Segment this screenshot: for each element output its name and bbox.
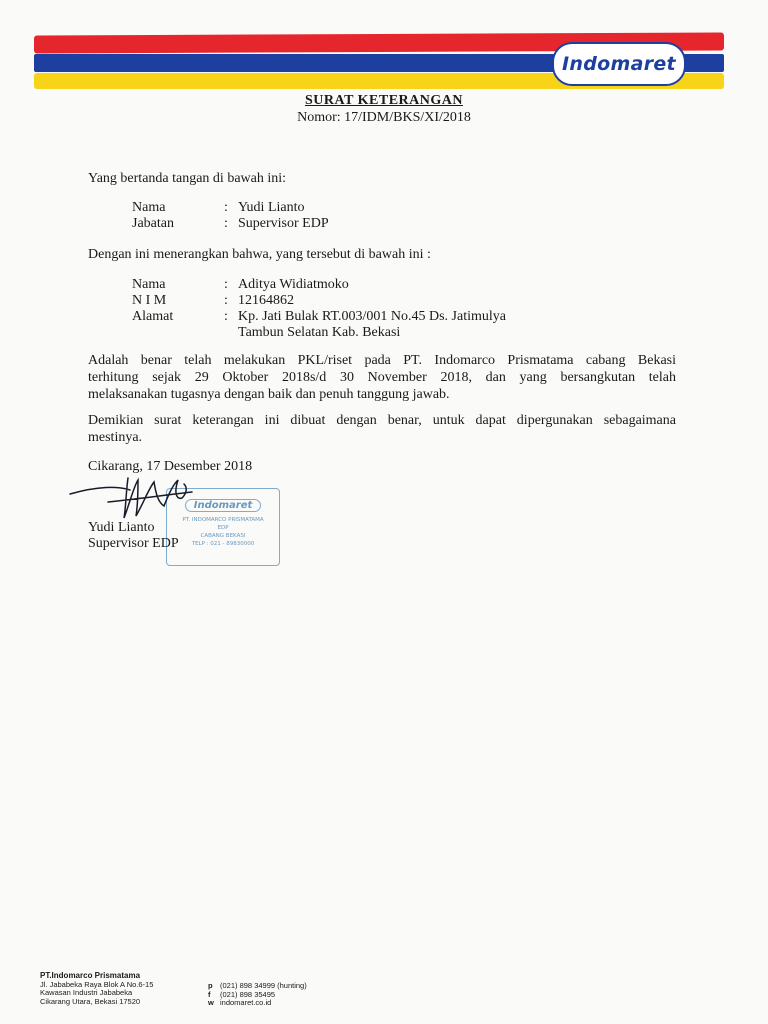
separator: : — [224, 293, 228, 308]
separator: : — [224, 200, 228, 215]
body1-line2: terhitung sejak 29 Oktober 2018s/d 30 November 2018, dan yang bersangkutan telah — [88, 370, 676, 385]
subject-name-row — [132, 276, 349, 293]
footer-addr3: Cikarang Utara, Bekasi 17520 — [40, 996, 141, 1006]
body2-line2: mestinya. — [88, 430, 143, 445]
signer-name-value: Yudi Lianto — [238, 200, 305, 215]
phone-key: p — [208, 981, 213, 990]
intro-line: Dengan ini menerangkan bahwa, yang tersebut di bawah ini : — [88, 247, 431, 262]
letter-heading — [0, 92, 768, 126]
subject-address-line2: Tambun Selatan Kab. Bekasi — [238, 325, 401, 340]
stamp-line2: EDP — [217, 525, 229, 531]
footer-company: PT.Indomarco Prismatama — [40, 971, 141, 980]
signer-title-label: Jabatan — [132, 216, 174, 231]
letter-title: SURAT KETERANGAN — [304, 93, 463, 108]
signature-name: Yudi Lianto — [88, 520, 155, 535]
subject-address-row — [132, 308, 506, 325]
footer-web[interactable]: indomaret.co.id — [220, 998, 272, 1007]
signer-name-label: Nama — [132, 200, 166, 215]
separator: : — [224, 216, 228, 231]
body-paragraph-1 — [88, 352, 676, 403]
fax-key: f — [208, 989, 211, 999]
stamp-line3: CABANG BEKASI — [200, 533, 246, 539]
subject-address-label: Alamat — [132, 309, 174, 324]
body-paragraph-2 — [88, 412, 676, 446]
footer-addr1: Jl. Jababeka Raya Blok A No.6-15 — [40, 979, 154, 989]
signature-title: Supervisor EDP — [88, 536, 179, 551]
letter-number: Nomor: 17/IDM/BKS/XI/2018 — [297, 110, 471, 125]
subject-nim-value: 12164862 — [238, 293, 294, 308]
subject-address-line1: Kp. Jati Bulak RT.003/001 No.45 Ds. Jatimulya — [238, 309, 506, 324]
indomaret-logo — [552, 42, 686, 86]
signer-title-value: Supervisor EDP — [238, 216, 329, 231]
opening-line: Yang bertanda tangan di bawah ini: — [88, 171, 287, 186]
stamp-logo: Indomaret — [185, 499, 262, 512]
signer-name-row — [132, 199, 305, 216]
body1-line3: melaksanakan tugasnya dengan baik dan penuh tanggung jawab. — [88, 387, 450, 402]
subject-nim-label: N I M — [132, 293, 167, 308]
subject-name-label: Nama — [132, 277, 166, 292]
letterhead — [0, 0, 768, 100]
stamp-line1: PT. INDOMARCO PRISMATAMA — [182, 517, 264, 523]
signer-title-row — [132, 215, 329, 232]
footer-address — [40, 972, 153, 1006]
separator: : — [224, 277, 228, 292]
place-date: Cikarang, 17 Desember 2018 — [88, 459, 253, 474]
web-key: w — [208, 998, 214, 1007]
body2-line1: Demikian surat keterangan ini dibuat dengan benar, untuk dapat dipergunakan sebagaimana — [88, 413, 676, 428]
footer-web-row — [208, 999, 307, 1008]
separator: : — [224, 309, 228, 324]
footer-phone: (021) 898 34999 (hunting) — [220, 981, 307, 990]
subject-nim-row — [132, 292, 294, 309]
footer-contacts — [208, 982, 307, 1008]
footer-fax: (021) 898 35495 — [220, 989, 276, 999]
stamp-line4: TELP : 021 - 89830000 — [191, 541, 255, 547]
body1-line1: Adalah benar telah melakukan PKL/riset pada PT. Indomarco Prismatama cabang Bekasi — [88, 353, 676, 368]
logo-text: Indomaret — [562, 53, 676, 75]
footer-addr2: Kawasan Industri Jababeka — [40, 988, 133, 997]
subject-name-value: Aditya Widiatmoko — [238, 277, 349, 292]
